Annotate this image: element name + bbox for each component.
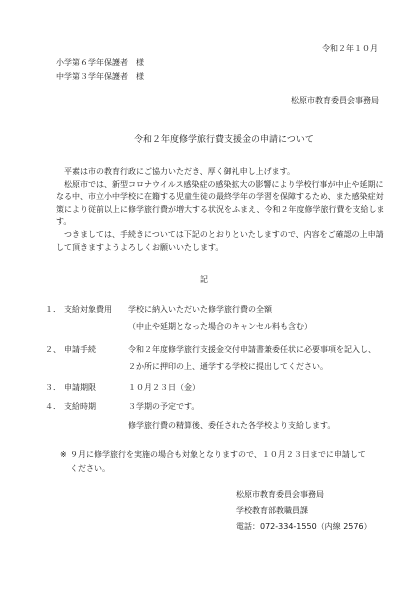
sender-name: 松原市教育委員会事務局 — [291, 96, 379, 105]
body-paragraph-purpose: 松原市では、新型コロナウイルス感染症の感染拡大の影響により学校行事が中止や延期になる中、市立小中学校に在籍する児童生徒の最終学年の学習を保障するため、また感染症対策により従前以上に修学旅行費が増大する状況をふまえ、令和２年度修学旅行費を支給します。 — [56, 179, 385, 227]
document-body — [56, 166, 386, 254]
body-paragraph-request: つきましては、手続きについては下記のとおりといたしますので、内容をご確認の上申請して頂きますようよろしくお願いいたします。 — [56, 229, 384, 252]
item-value-continued: 修学旅行費の精算後、委任された各学校より支給します。 — [128, 421, 336, 430]
item-label: 支給時期 — [64, 402, 96, 411]
document-title: 令和２年度修学旅行費支援金の申請について — [134, 135, 314, 145]
item-label: 申請手続 — [64, 345, 96, 354]
note-line-continued: ください。 — [70, 464, 110, 473]
item-number: １． — [45, 305, 61, 314]
item-value-continued: ２か所に押印の上、通学する学校に提出してください。 — [128, 362, 328, 371]
item-value: ３学期の予定です。 — [128, 402, 200, 411]
note-line — [60, 448, 390, 462]
contact-organization: 松原市教育委員会事務局 — [236, 490, 324, 499]
item-number: ２、 — [45, 345, 61, 354]
item-value: 学校に納入いただいた修学旅行費の全額 — [128, 305, 272, 314]
item-value: 令和２年度修学旅行支援金交付申請書兼委任状に必要事項を記入し、 — [128, 345, 376, 354]
contact-phone: 電話：072-334-1550（内線 2576） — [236, 522, 372, 531]
item-value-note: （中止や延期となった場合のキャンセル料も含む） — [128, 322, 312, 331]
item-label: 支給対象費用 — [64, 305, 112, 314]
item-number: ４． — [45, 402, 61, 411]
item-number: ３． — [45, 383, 61, 392]
note-text: ９月に修学旅行を実施の場合も対象となりますので、１０月２３日までに申請して — [70, 450, 366, 459]
body-paragraph-greeting: 平素は市の教育行政にご協力いただき、厚く御礼申し上げます。 — [64, 167, 296, 176]
contact-department: 学校教育部教職員課 — [236, 506, 308, 515]
recipient-junior-high: 中学第３学年保護者 様 — [56, 72, 144, 81]
item-label: 申請期限 — [64, 383, 96, 392]
note-mark: ※ — [60, 450, 67, 459]
document-date: 令和２年１０月 — [322, 44, 378, 53]
recipient-elementary: 小学第６学年保護者 様 — [56, 58, 144, 67]
note-block — [60, 448, 390, 476]
item-value: １０月２３日（金） — [128, 383, 200, 392]
ki-heading: 記 — [200, 275, 208, 284]
